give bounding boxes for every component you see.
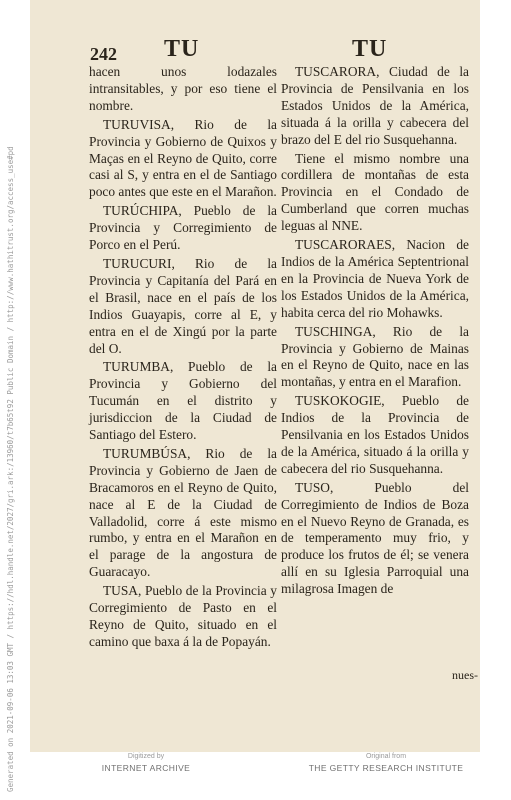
entry-tuso: TUSO, Pueblo del Corregimiento de Indios de Boza en el Nuevo Reyno de Granada, es de temperamento muy frio, y produce los frutos de él; se venera allí en su Iglesia Parroquial una milagrosa Imagen de [281,479,469,597]
running-head-right: TU [352,36,388,62]
entry-turuvisa: TURUVISA, Rio de la Provincia y Gobierno de Quixos y Maças en el Reyno de Quito, corre casi al S, y entra en el de Santiago poco antes que este en el Marañon. [89,116,277,200]
entry-tuscarora: TUSCARORA, Ciudad de la Provincia de Pensilvania en los Estados Unidos de la América, situada á la orilla y cabecera del brazo del E del rio Susquehanna. [281,64,469,147]
entry-tuschinga: TUSCHINGA, Rio de la Provincia y Gobierno de Mainas en el Reyno de Quito, nace en las montañas, y entra en el Marafion. [281,323,469,390]
entry-tuscarora-cordillera: Tiene el mismo nombre una cordillera de montañas de esta Provincia en el Condado de Cumberland que corren muchas leguas al NNE. [281,150,469,234]
access-watermark: Generated on 2021-09-06 13:03 GMT / https://hdl.handle.net/2027/gri.ark:/13960/t7b65t92 Public Domain / http://www.hathitrust.org/access_use#pd [6,146,15,792]
entry-turuchipa: TURÚCHIPA, Pueblo de la Provincia y Corregimiento de Porco en el Perú. [89,203,277,253]
book-page [30,0,480,752]
running-head-left: TU [164,36,200,62]
page-number: 242 [90,44,117,64]
footer-digitized-label: Digitized by [127,753,165,760]
entry-turucuri: TURUCURI, Rio de la Provincia y Capitanía del Pará en el Brasil, nace en el país de los Indios Guayapis, corre al E, y entra en el de Xingú por la parte del O. [89,255,277,356]
entry-tuscaroraes: TUSCARORAES, Nacion de Indios de la América Septentrional en la Provincia de Nueva York de los Estados Unidos de la América, habita cerca del rio Mohawks. [281,237,469,320]
footer-digitizer-name: INTERNET ARCHIVE [101,763,191,773]
entry-tuskokogie: TUSKOKOGIE, Pueblo de Indios de la Provincia de Pensilvania en los Estados Unidos de la América, situado á la orilla y cabecera del rio Susquehanna. [281,393,469,476]
right-column [281,64,469,600]
footer-original [306,753,466,773]
footer-original-source: THE GETTY RESEARCH INSTITUTE [308,763,464,773]
catchword: nues- [452,668,478,682]
left-column [89,64,277,653]
entry-turumbusa: TURUMBÚSA, Rio de la Provincia y Gobierno de Jaen de Bracamoros en el Reyno de Quito, nace al E de la Ciudad de Valladolid, corre á este mismo rumbo, y entra en el Marañon en el parage de la angostura de Guaracayo. [89,445,277,580]
footer-original-label: Original from [365,753,407,760]
footer-digitized [86,753,206,773]
entry-tusa: TUSA, Pueblo de la Provincia y Corregimiento de Pasto en el Reyno de Quito, situado en el camino que baxa á la de Popayán. [89,583,277,649]
entry-continuation: hacen unos lodazales intransitables, y por eso tiene el nombre. [89,64,277,113]
entry-turumba: TURUMBA, Pueblo de la Provincia y Gobierno del Tucumán en el distrito y jurisdiccion de la Ciudad de Santiago del Estero. [89,359,277,443]
